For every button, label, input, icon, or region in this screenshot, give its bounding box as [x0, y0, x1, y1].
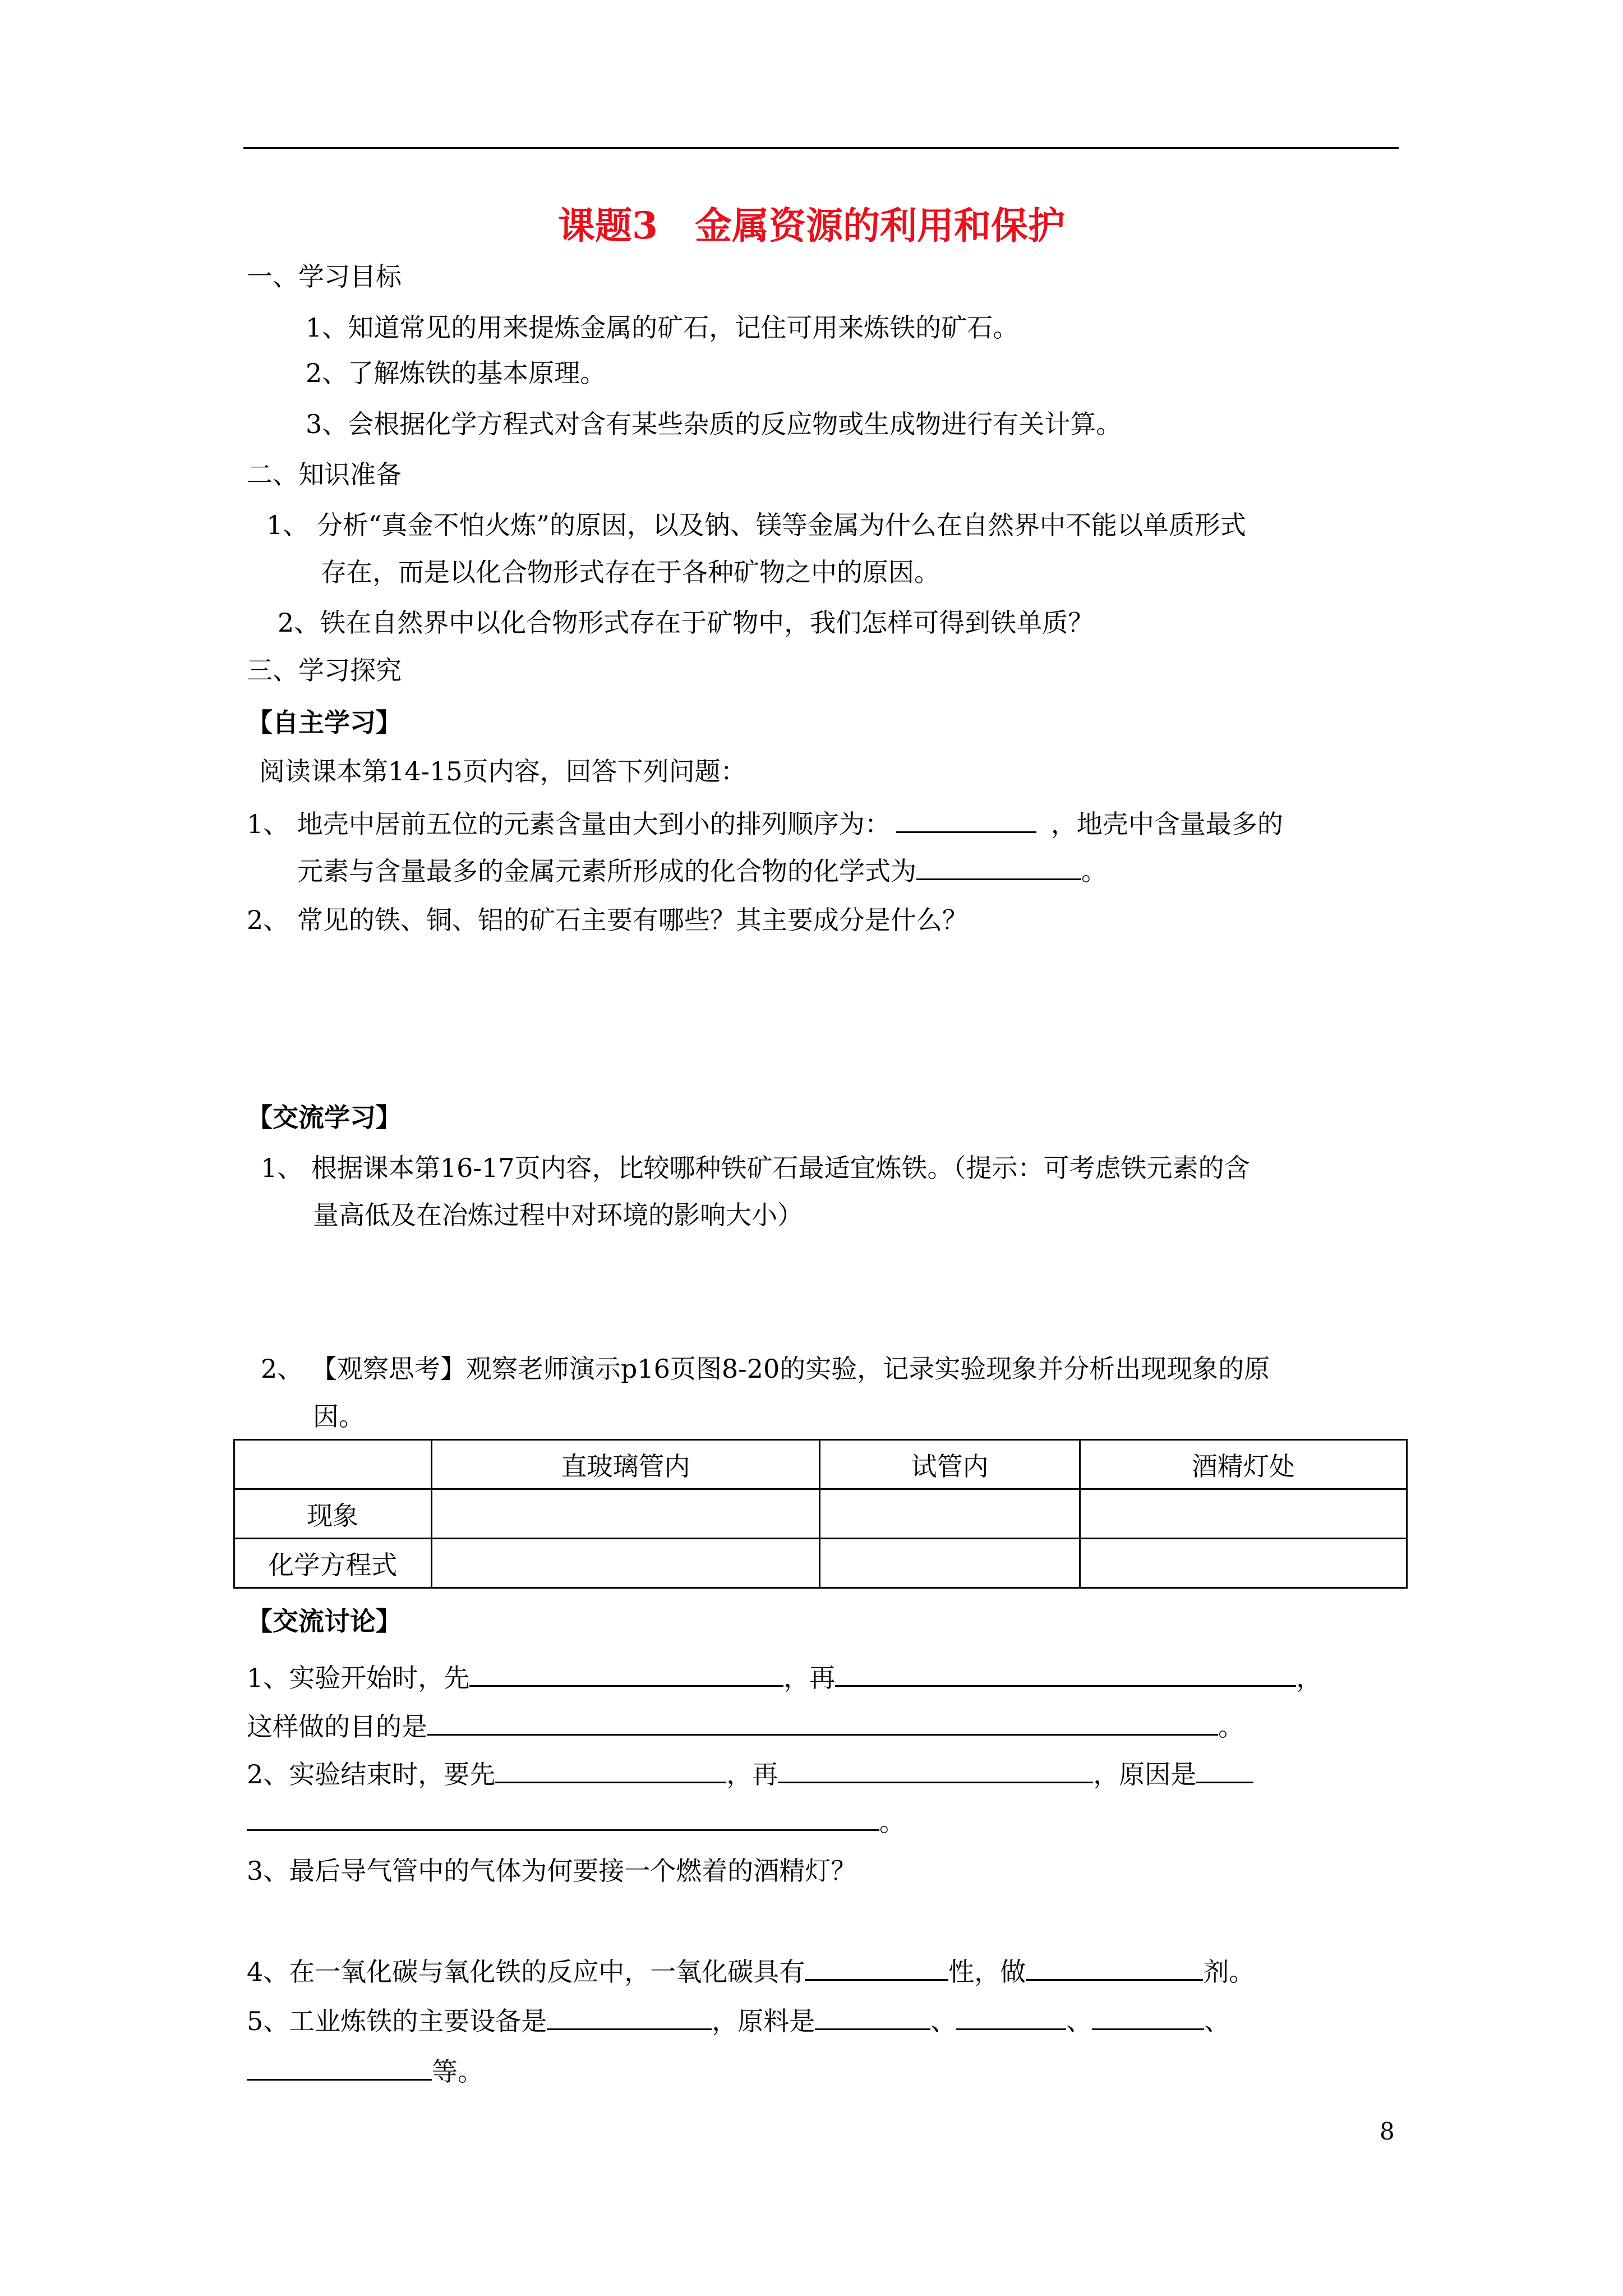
header-rule	[243, 147, 1399, 149]
discussion-question-5	[247, 2003, 1230, 2038]
answer-blank[interactable]	[896, 806, 1036, 833]
question-text: 元素与含量最多的金属元素所形成的化合物的化学式为	[297, 856, 916, 886]
objective-item: 2、了解炼铁的基本原理。	[306, 358, 606, 388]
discussion-question-4	[247, 1953, 1255, 1989]
answer-blank[interactable]	[916, 853, 1081, 880]
discussion-label: 【交流讨论】	[247, 1606, 402, 1636]
question-text: 、	[1204, 2006, 1230, 2036]
question-text: 、	[1066, 2006, 1092, 2036]
self-study-question-2: 2、 常见的铁、铜、铝的矿石主要有哪些？其主要成分是什么？	[247, 905, 968, 935]
answer-blank[interactable]	[547, 2003, 712, 2030]
question-text: 1、实验开始时，先	[247, 1663, 470, 1693]
section-heading-preparation: 二、知识准备	[247, 459, 402, 490]
answer-blank[interactable]	[815, 2003, 930, 2030]
table-cell[interactable]	[820, 1539, 1080, 1588]
self-study-question-1	[247, 806, 1283, 841]
objective-item: 3、会根据化学方程式对含有某些杂质的反应物或生成物进行有关计算。	[306, 409, 1122, 439]
self-study-label: 【自主学习】	[247, 707, 402, 738]
question-text: 。	[1218, 1711, 1244, 1742]
exchange-question-1-cont: 量高低及在冶炼过程中对环境的影响大小）	[313, 1200, 803, 1230]
table-header-cell	[234, 1440, 432, 1489]
question-text: ，再	[726, 1759, 778, 1789]
answer-blank[interactable]	[1196, 1756, 1253, 1783]
self-study-question-1-cont	[297, 853, 1107, 888]
row-label: 现象	[234, 1489, 432, 1539]
page-number: 8	[1380, 2118, 1395, 2145]
discussion-question-2-cont	[247, 1803, 905, 1839]
answer-blank[interactable]	[495, 1756, 726, 1783]
answer-blank[interactable]	[956, 2003, 1066, 2030]
page-title: 课题3 金属资源的利用和保护	[558, 204, 1065, 247]
question-text: 等。	[432, 2056, 483, 2087]
table-row	[234, 1539, 1407, 1588]
discussion-question-3: 3、最后导气管中的气体为何要接一个燃着的酒精灯？	[247, 1856, 857, 1886]
observation-table	[233, 1439, 1408, 1589]
question-text: ，原因是	[1093, 1759, 1197, 1789]
self-study-intro: 阅读课本第14-15页内容，回答下列问题：	[259, 756, 746, 786]
answer-blank[interactable]	[469, 1659, 783, 1687]
answer-blank[interactable]	[1026, 1953, 1203, 1981]
question-text: ，再	[783, 1663, 836, 1693]
answer-blank[interactable]	[1092, 2003, 1204, 2030]
table-cell[interactable]	[431, 1539, 820, 1588]
row-label: 化学方程式	[234, 1539, 432, 1588]
table-header-cell: 直玻璃管内	[431, 1440, 820, 1489]
table-cell[interactable]	[1080, 1489, 1407, 1539]
prep-question-1: 1、 分析“真金不怕火炼”的原因，以及钠、镁等金属为什么在自然界中不能以单质形式	[266, 510, 1246, 540]
section-heading-inquiry: 三、学习探究	[247, 655, 402, 685]
question-text: 4、在一氧化碳与氧化铁的反应中，一氧化碳具有	[247, 1957, 805, 1987]
table-header-row	[234, 1440, 1407, 1489]
question-text: 。	[1081, 856, 1107, 886]
prep-question-2: 2、铁在自然界中以化合物形式存在于矿物中，我们怎样可得到铁单质？	[278, 608, 1094, 638]
exchange-question-2: 2、 【观察思考】观察老师演示p16页图8-20的实验，记录实验现象并分析出现现象的原	[261, 1354, 1270, 1384]
table-cell[interactable]	[431, 1489, 820, 1539]
objective-item: 1、知道常见的用来提炼金属的矿石，记住可用来炼铁的矿石。	[306, 312, 1019, 343]
question-text: 、	[930, 2006, 957, 2036]
section-heading-objectives: 一、学习目标	[247, 261, 402, 292]
table-header-cell: 试管内	[820, 1440, 1080, 1489]
question-text: 2、实验结束时，要先	[247, 1759, 496, 1789]
exchange-study-label: 【交流学习】	[247, 1102, 402, 1133]
question-text: 。	[879, 1807, 905, 1837]
question-text: 这样做的目的是	[247, 1711, 427, 1742]
question-text: 5、工业炼铁的主要设备是	[247, 2006, 547, 2036]
answer-blank[interactable]	[835, 1659, 1296, 1687]
table-row	[234, 1489, 1407, 1539]
answer-blank[interactable]	[247, 1803, 879, 1831]
exchange-question-1: 1、 根据课本第16-17页内容，比较哪种铁矿石最适宜炼铁。（提示：可考虑铁元素的含	[261, 1153, 1250, 1183]
question-text: ，	[1296, 1663, 1322, 1693]
table-cell[interactable]	[1080, 1539, 1407, 1588]
question-text: 性，做	[948, 1957, 1026, 1987]
table-header-cell: 酒精灯处	[1080, 1440, 1407, 1489]
table-cell[interactable]	[820, 1489, 1080, 1539]
answer-blank[interactable]	[427, 1708, 1218, 1736]
answer-blank[interactable]	[247, 2053, 432, 2081]
question-text: ，地壳中含量最多的	[1050, 809, 1283, 839]
answer-blank[interactable]	[778, 1756, 1093, 1783]
exchange-question-2-cont: 因。	[313, 1401, 365, 1432]
discussion-question-1	[247, 1659, 1322, 1695]
discussion-question-2	[247, 1756, 1253, 1791]
answer-blank[interactable]	[805, 1953, 948, 1981]
question-text: 1、 地壳中居前五位的元素含量由大到小的排列顺序为：	[247, 809, 891, 839]
discussion-question-5-cont	[247, 2053, 483, 2088]
discussion-question-1-cont	[247, 1708, 1244, 1743]
question-text: 剂。	[1203, 1957, 1255, 1987]
prep-question-1-cont: 存在，而是以化合物形式存在于各种矿物之中的原因。	[321, 557, 940, 587]
question-text: ，原料是	[712, 2006, 815, 2036]
